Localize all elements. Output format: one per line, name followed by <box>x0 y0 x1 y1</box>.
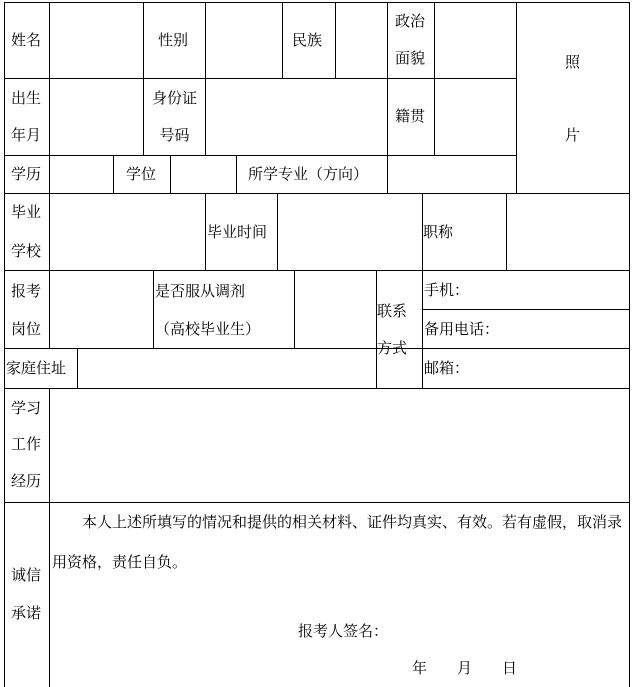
label-position-1: 报考 <box>11 282 42 300</box>
label-name: 姓名 <box>11 31 42 49</box>
label-gender: 性别 <box>158 31 189 49</box>
label-native: 籍贯 <box>395 107 426 125</box>
photo-label-1: 照 <box>565 53 581 71</box>
label-ethnicity: 民族 <box>292 31 323 49</box>
label-school-1: 毕业 <box>11 203 42 221</box>
input-adjust[interactable] <box>295 271 375 347</box>
col-line <box>236 155 237 193</box>
label-birth-2: 年月 <box>11 126 42 144</box>
input-education[interactable] <box>50 156 112 192</box>
table-border-left <box>4 2 5 687</box>
input-id-number[interactable] <box>206 79 386 154</box>
table-border-right <box>629 2 630 687</box>
input-degree[interactable] <box>171 156 235 192</box>
field-mobile[interactable]: 手机： <box>424 281 470 299</box>
col-line <box>113 155 114 193</box>
label-exp-3: 经历 <box>11 472 42 490</box>
input-name[interactable] <box>50 3 142 77</box>
date-field[interactable]: 年 月 日 <box>412 659 518 677</box>
label-adjust-1: 是否服从调剂 <box>155 282 246 300</box>
col-line <box>376 270 377 388</box>
label-birth-1: 出生 <box>11 89 42 107</box>
input-birth[interactable] <box>50 79 142 154</box>
label-contact-2: 方式 <box>377 339 408 357</box>
photo-label-2: 片 <box>565 126 581 144</box>
input-political[interactable] <box>435 3 515 77</box>
label-degree: 学位 <box>126 165 157 183</box>
label-title: 职称 <box>423 223 454 241</box>
input-position[interactable] <box>50 271 152 347</box>
field-backup-phone[interactable]: 备用电话： <box>424 320 500 338</box>
label-school-2: 学校 <box>11 242 42 260</box>
label-pledge-2: 承诺 <box>11 604 42 622</box>
label-id-1: 身份证 <box>151 89 197 107</box>
label-contact-1: 联系 <box>377 302 408 320</box>
label-adjust-2: （高校毕业生） <box>155 320 261 338</box>
input-experience[interactable] <box>50 389 628 501</box>
label-exp-1: 学习 <box>11 399 42 417</box>
col-line <box>282 2 283 78</box>
col-line <box>422 270 423 388</box>
label-id-2: 号码 <box>159 126 190 144</box>
input-ethnicity[interactable] <box>336 3 386 77</box>
label-grad-time: 毕业时间 <box>207 223 268 241</box>
input-school[interactable] <box>50 194 204 269</box>
label-position-2: 岗位 <box>11 320 42 338</box>
input-major[interactable] <box>388 156 515 192</box>
field-email[interactable]: 邮箱： <box>424 359 470 377</box>
label-pledge-1: 诚信 <box>11 566 42 584</box>
label-major: 所学专业（方向） <box>248 165 369 183</box>
input-title[interactable] <box>507 194 628 269</box>
label-political-2: 面貌 <box>395 49 426 67</box>
col-line <box>153 270 154 348</box>
label-exp-2: 工作 <box>11 435 42 453</box>
pledge-statement: 本人上述所填写的情况和提供的相关材料、证件均真实、有效。若有虚假，取消录用资格，责任自负。 <box>52 513 623 571</box>
photo-area[interactable] <box>517 3 628 192</box>
col-line <box>205 193 206 270</box>
signature-field[interactable]: 报考人签名： <box>298 622 389 640</box>
input-grad-time[interactable] <box>278 194 421 269</box>
input-native[interactable] <box>435 79 515 154</box>
label-address: 家庭住址 <box>6 359 67 377</box>
label-education: 学历 <box>11 165 42 183</box>
input-gender[interactable] <box>206 3 281 77</box>
label-political-1: 政治 <box>395 12 426 30</box>
input-address[interactable] <box>78 349 375 387</box>
row-line <box>422 309 630 310</box>
col-line <box>387 2 388 155</box>
